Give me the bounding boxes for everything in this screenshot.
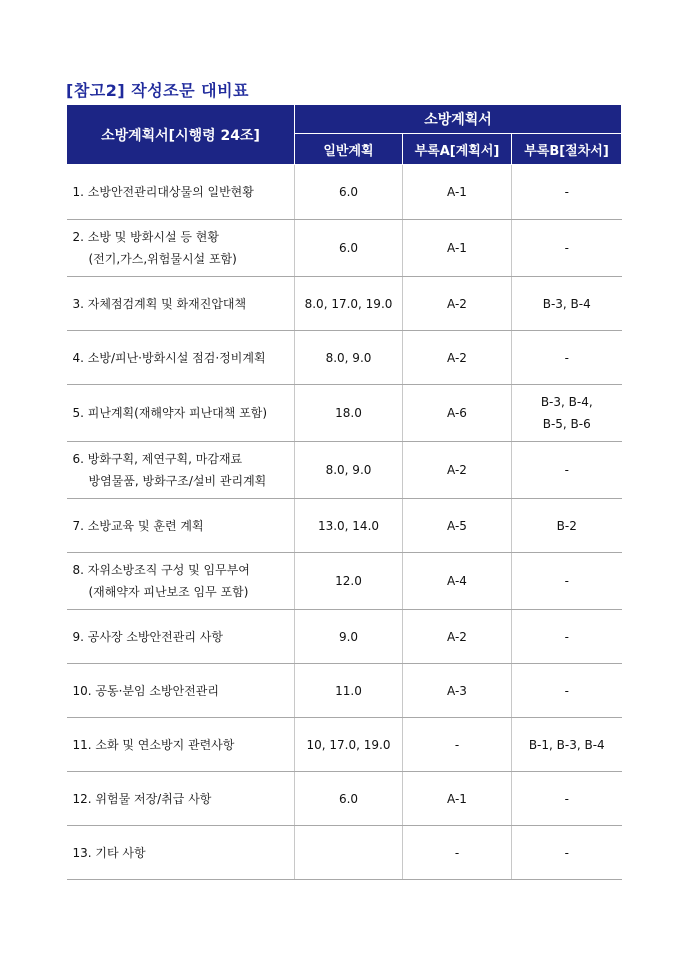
table-row [67, 442, 622, 499]
item-cell [67, 385, 295, 442]
item-label: 5. 피난계획(재해약자 피난대책 포함) [72, 406, 268, 420]
item-cell [67, 826, 295, 880]
appendix-a-cell: A-1 [403, 165, 512, 220]
appendix-b-cell [512, 165, 622, 220]
appendix-b-cell [512, 277, 622, 331]
general-plan-cell: 18.0 [295, 385, 403, 442]
appendix-b-value: B-3, B-4, [540, 395, 593, 409]
item-label: 8. 자위소방조직 구성 및 임무부여 [72, 563, 250, 577]
appendix-b-value: - [564, 574, 569, 588]
table-row [67, 826, 622, 880]
item-label: 3. 자체점검계획 및 화재진압대책 [72, 296, 247, 311]
item-cell [67, 277, 295, 331]
appendix-a-cell: A-3 [403, 664, 512, 718]
table-row [67, 553, 622, 610]
appendix-a-cell: A-2 [403, 442, 512, 499]
appendix-b-cell [512, 331, 622, 385]
appendix-b-value: - [564, 463, 569, 477]
appendix-b-cell [512, 385, 622, 442]
item-label: 7. 소방교육 및 훈련 계획 [72, 518, 204, 533]
item-sublabel: (전기,가스,위험물시설 포함) [88, 252, 237, 266]
appendix-b-cell [512, 499, 622, 553]
header-article: 소방계획서[시행령 24조] [67, 105, 295, 165]
general-plan-cell: 6.0 [295, 220, 403, 277]
header-general: 일반계획 [295, 134, 403, 165]
item-sublabel: (재해약자 피난보조 임무 포함) [88, 585, 249, 599]
appendix-b-value: - [564, 791, 569, 806]
item-cell [67, 331, 295, 385]
item-label: 11. 소화 및 연소방지 관련사항 [72, 737, 235, 752]
appendix-a-cell: A-4 [403, 553, 512, 610]
appendix-b-value: - [564, 629, 569, 644]
appendix-a-cell: A-1 [403, 220, 512, 277]
appendix-a-cell: - [403, 718, 512, 772]
item-label: 9. 공사장 소방안전관리 사항 [72, 629, 223, 644]
table-row [67, 165, 622, 220]
general-plan-cell: 6.0 [295, 772, 403, 826]
item-cell [67, 442, 295, 499]
header-group: 소방계획서 [295, 105, 622, 134]
table-row [67, 277, 622, 331]
item-cell [67, 553, 295, 610]
appendix-b-value: B-1, B-3, B-4 [528, 737, 605, 752]
general-plan-cell: 9.0 [295, 610, 403, 664]
appendix-b-cell [512, 826, 622, 880]
table-body [67, 165, 622, 880]
appendix-a-cell: A-5 [403, 499, 512, 553]
table-row [67, 331, 622, 385]
appendix-b-value: B-5, B-6 [542, 417, 591, 431]
appendix-b-cell [512, 664, 622, 718]
header-appendix-a: 부록A[계획서] [403, 134, 512, 165]
appendix-a-cell: A-2 [403, 610, 512, 664]
item-cell [67, 499, 295, 553]
item-label: 10. 공동·분임 소방안전관리 [72, 683, 219, 698]
appendix-a-cell: - [403, 826, 512, 880]
appendix-b-value: - [564, 845, 569, 860]
appendix-b-value: - [564, 350, 569, 365]
item-cell [67, 664, 295, 718]
appendix-b-cell [512, 553, 622, 610]
appendix-b-value: - [564, 241, 569, 255]
table-row [67, 499, 622, 553]
appendix-a-cell: A-1 [403, 772, 512, 826]
general-plan-cell [295, 826, 403, 880]
general-plan-cell: 10, 17.0, 19.0 [295, 718, 403, 772]
comparison-table [66, 104, 622, 880]
general-plan-cell: 13.0, 14.0 [295, 499, 403, 553]
item-label: 4. 소방/피난·방화시설 점검·정비계획 [72, 350, 266, 365]
appendix-a-cell: A-2 [403, 331, 512, 385]
appendix-b-value: B-2 [556, 518, 577, 533]
item-cell [67, 772, 295, 826]
item-cell [67, 718, 295, 772]
item-label: 1. 소방안전관리대상물의 일반현황 [72, 185, 254, 199]
table-header [67, 105, 622, 165]
general-plan-cell: 12.0 [295, 553, 403, 610]
table-row [67, 772, 622, 826]
general-plan-cell: 8.0, 9.0 [295, 442, 403, 499]
table-row [67, 220, 622, 277]
table-row [67, 664, 622, 718]
appendix-b-cell [512, 220, 622, 277]
general-plan-cell: 6.0 [295, 165, 403, 220]
general-plan-cell: 11.0 [295, 664, 403, 718]
item-sublabel: 방염물품, 방화구조/설비 관리계획 [88, 474, 267, 488]
appendix-b-cell [512, 718, 622, 772]
page-title: [참고2] 작성조문 대비표 [66, 81, 250, 100]
appendix-b-cell [512, 442, 622, 499]
item-cell [67, 610, 295, 664]
table-row [67, 385, 622, 442]
appendix-b-value: - [564, 185, 569, 199]
appendix-a-cell: A-6 [403, 385, 512, 442]
appendix-a-cell: A-2 [403, 277, 512, 331]
appendix-b-cell [512, 610, 622, 664]
header-appendix-b: 부록B[절차서] [512, 134, 622, 165]
appendix-b-cell [512, 772, 622, 826]
item-label: 2. 소방 및 방화시설 등 현황 [72, 230, 219, 244]
item-cell [67, 220, 295, 277]
table-row [67, 718, 622, 772]
item-label: 6. 방화구획, 제연구획, 마감재료 [72, 452, 243, 466]
item-label: 13. 기타 사항 [72, 845, 146, 860]
general-plan-cell: 8.0, 9.0 [295, 331, 403, 385]
general-plan-cell: 8.0, 17.0, 19.0 [295, 277, 403, 331]
table-row [67, 610, 622, 664]
item-label: 12. 위험물 저장/취급 사항 [72, 791, 212, 806]
appendix-b-value: - [564, 683, 569, 698]
appendix-b-value: B-3, B-4 [542, 296, 591, 311]
item-cell [67, 165, 295, 220]
